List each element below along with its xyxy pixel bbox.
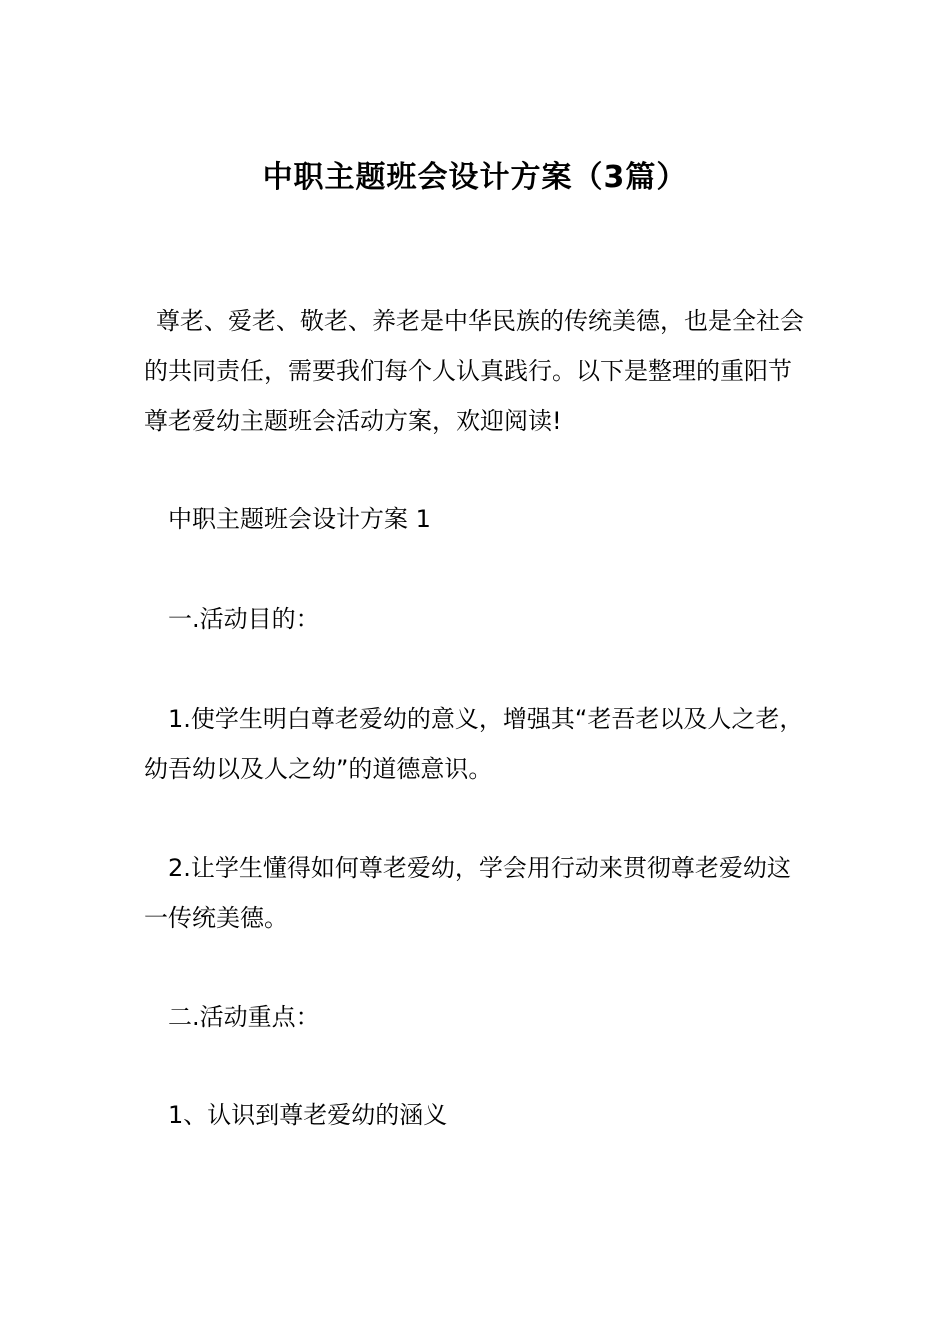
document-title: 中职主题班会设计方案（3篇） <box>262 160 688 195</box>
section-heading: 中职主题班会设计方案 1 <box>168 505 431 533</box>
part1-item2: 2.让学生懂得如何尊老爱幼，学会用行动来贯彻尊老爱幼这一传统美德。 <box>144 854 791 932</box>
intro-paragraph: 尊老、爱老、敬老、养老是中华民族的传统美德，也是全社会的共同责任，需要我们每个人认真践行。以下是整理的重阳节尊老爱幼主题班会活动方案，欢迎阅读! <box>144 307 804 435</box>
part1-heading: 一.活动目的： <box>168 605 320 633</box>
part2-heading: 二.活动重点： <box>168 1003 320 1031</box>
part2-item1: 1、认识到尊老爱幼的涵义 <box>168 1101 448 1129</box>
part1-item1: 1.使学生明白尊老爱幼的意义，增强其“老吾老以及人之老，幼吾幼以及人之幼”的道德意识。 <box>144 705 804 783</box>
